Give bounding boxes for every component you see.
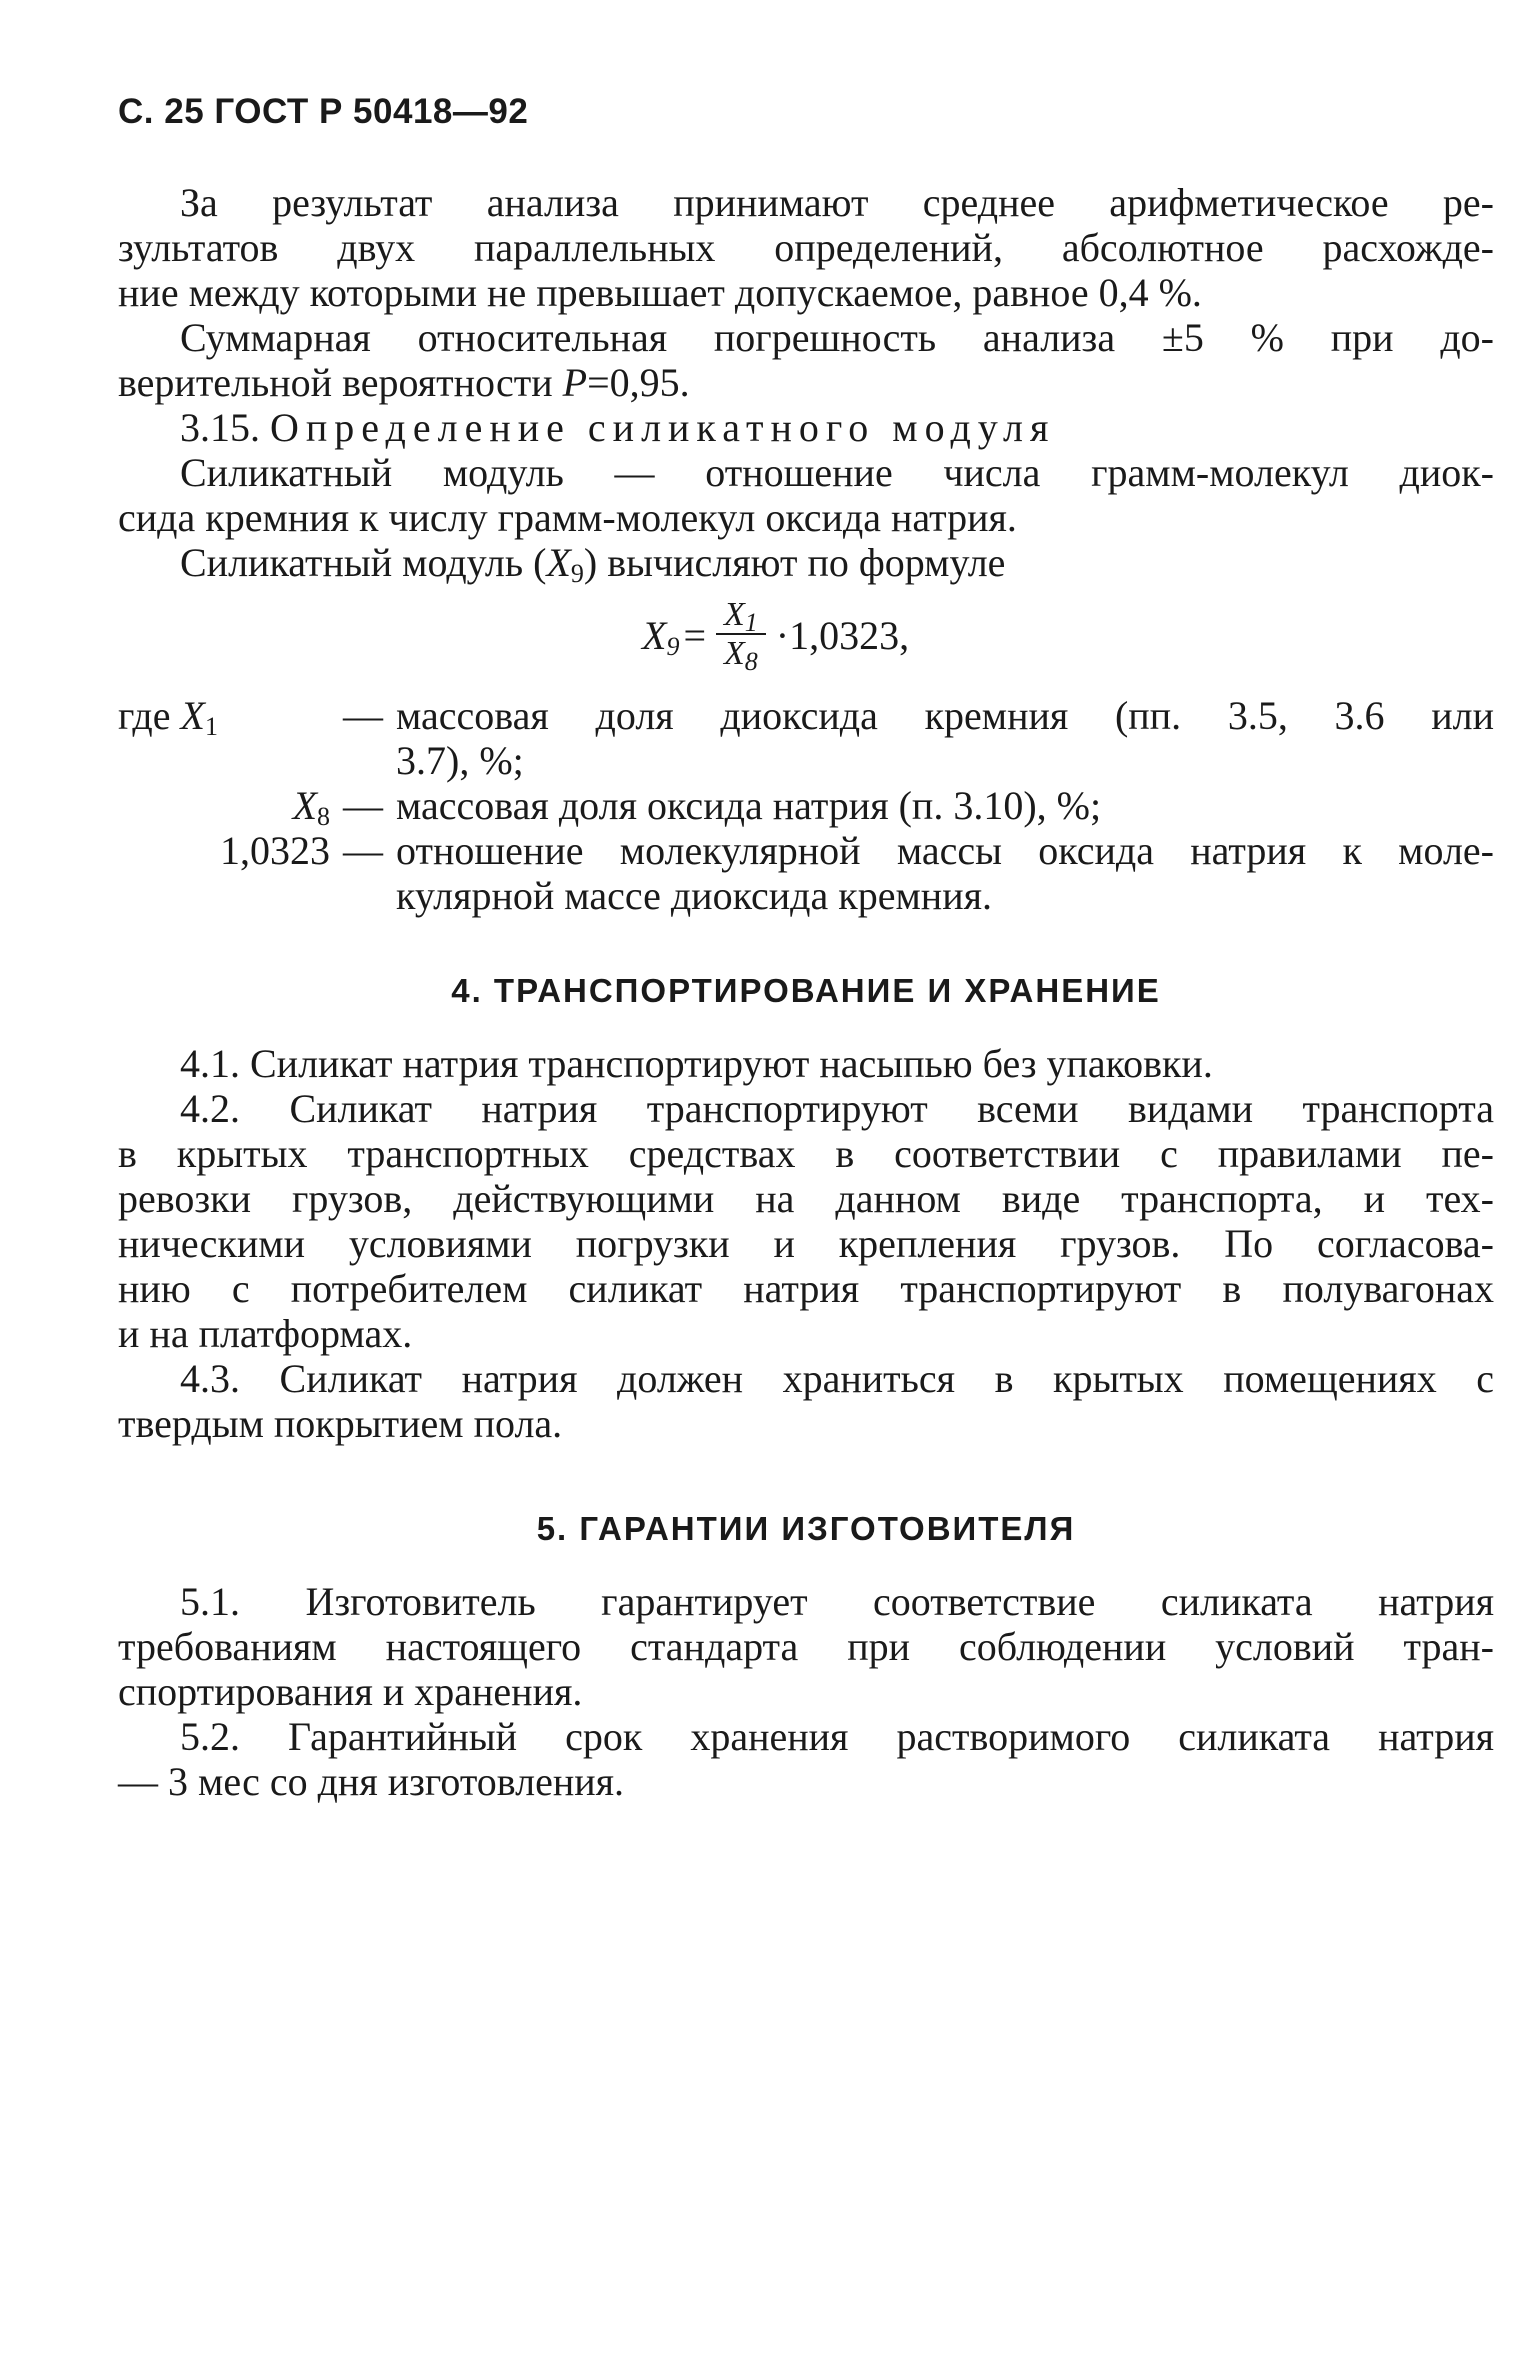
section-5-heading: 5. ГАРАНТИИ ИЗГОТОВИТЕЛЯ — [536, 1510, 1076, 1547]
definition-term — [118, 828, 330, 873]
text-line: твердым покрытием пола. — [118, 1401, 563, 1446]
variable-x: X — [546, 540, 571, 585]
definition-row — [118, 783, 1494, 831]
numerator-sub: 1 — [744, 608, 758, 637]
text-line: ревозки грузов, действующими на данном виде транспорта, и тех- — [118, 1176, 1494, 1221]
definition-term — [118, 693, 330, 741]
section-5-paragraph — [118, 1714, 1494, 1804]
text-line: сида кремния к числу грамм-молекул оксида натрия. — [118, 495, 1017, 540]
definition-line: массовая доля диоксида кремния (пп. 3.5, 3.6 или — [396, 693, 1494, 738]
text-line: Суммарная относительная погрешность анализа ±5 % при до- — [180, 315, 1494, 360]
variable-p: P — [562, 360, 588, 405]
text-line: 5.2. Гарантийный срок хранения растворимого силиката натрия — [180, 1714, 1494, 1759]
section-5-paragraph — [118, 1579, 1494, 1714]
numerator-var: X — [724, 596, 745, 633]
paragraph-module — [118, 450, 1494, 540]
page-header: С. 25 ГОСТ Р 50418—92 — [118, 92, 529, 131]
definition-line: отношение молекулярной массы оксида натрия к моле- — [396, 828, 1494, 873]
term-sub: 8 — [317, 802, 330, 831]
definition-row — [118, 693, 1494, 783]
section-4-paragraph — [118, 1356, 1494, 1446]
formula-fraction — [716, 596, 766, 676]
text-line — [118, 360, 1494, 405]
denominator-sub: 8 — [744, 647, 758, 676]
text-line: ние между которыми не превышает допускаемое, равное 0,4 %. — [118, 270, 1202, 315]
definition-line: массовая доля оксида натрия (п. 3.10), %; — [396, 783, 1102, 828]
term-sub: 1 — [204, 712, 218, 741]
formula-denominator — [724, 635, 758, 676]
text-line: 4.2. Силикат натрия транспортируют всеми видами транспорта — [180, 1086, 1494, 1131]
text-line: спортирования и хранения. — [118, 1669, 583, 1714]
definition-dash: — — [343, 693, 383, 738]
term-var: X — [292, 783, 317, 828]
text-fragment: Силикатный модуль ( — [180, 540, 547, 585]
definition-dash: — — [343, 783, 383, 828]
text-line: Силикатный модуль — отношение числа грамм-молекул диок- — [180, 450, 1494, 495]
text-line: 4.3. Силикат натрия должен храниться в крытых помещениях с — [180, 1356, 1494, 1401]
denominator-var: X — [724, 635, 745, 672]
formula — [118, 591, 1494, 687]
paragraph-result — [118, 180, 1494, 315]
paragraph-formula-intro — [118, 540, 1494, 588]
formula-factor: ·1,0323, — [775, 612, 910, 658]
formula-expression — [642, 596, 910, 676]
text-line: зультатов двух параллельных определений, абсолютное расхожде- — [118, 225, 1494, 270]
section-4-paragraph — [118, 1041, 1494, 1086]
text-line: требованиям настоящего стандарта при соблюдении условий тран- — [118, 1624, 1494, 1669]
formula-lhs-var: X — [642, 612, 667, 658]
formula-numerator — [716, 597, 766, 635]
section-number: 3.15. — [180, 405, 270, 450]
term-prefix: 1,0323 — [220, 828, 330, 873]
formula-lhs — [642, 612, 680, 661]
text-line: 5.1. Изготовитель гарантирует соответствие силиката натрия — [180, 1579, 1494, 1624]
text-line: ническими условиями погрузки и крепления грузов. По согласова- — [118, 1221, 1494, 1266]
text-fragment: верительной вероятности — [118, 360, 563, 405]
subscript: 9 — [570, 559, 584, 588]
definition-text — [396, 783, 1494, 828]
text-line: в крытых транспортных средствах в соответствии с правилами пе- — [118, 1131, 1494, 1176]
definition-line: кулярной массе диоксида кремния. — [396, 873, 992, 918]
text-line: и на платформах. — [118, 1311, 413, 1356]
definition-term — [118, 783, 330, 831]
text-line: — 3 мес со дня изготовления. — [118, 1759, 625, 1804]
formula-lhs-sub: 9 — [666, 631, 680, 661]
paragraph-error — [118, 315, 1494, 405]
formula-equals: = — [683, 612, 706, 658]
text-line: 4.1. Силикат натрия транспортируют насыпью без упаковки. — [180, 1041, 1213, 1086]
definition-row — [118, 828, 1494, 918]
text-line: За результат анализа принимают среднее арифметическое ре- — [180, 180, 1494, 225]
section-4-paragraph — [118, 1086, 1494, 1356]
section-title: Определение силикатного модуля — [270, 405, 1056, 450]
definition-text — [396, 828, 1494, 918]
section-4-heading: 4. ТРАНСПОРТИРОВАНИЕ И ХРАНЕНИЕ — [451, 972, 1161, 1009]
definition-text — [396, 693, 1494, 783]
definitions-list — [118, 693, 1494, 918]
page-body — [118, 180, 1494, 1804]
definition-dash: — — [343, 828, 383, 873]
definition-line: 3.7), %; — [396, 738, 524, 783]
term-prefix: где — [118, 693, 181, 738]
term-var: X — [180, 693, 205, 738]
text-line: нию с потребителем силикат натрия транспортируют в полувагонах — [118, 1266, 1494, 1311]
section-315-title — [118, 405, 1494, 450]
text-fragment: =0,95. — [587, 360, 690, 405]
text-fragment: ) вычисляют по формуле — [583, 540, 1006, 585]
